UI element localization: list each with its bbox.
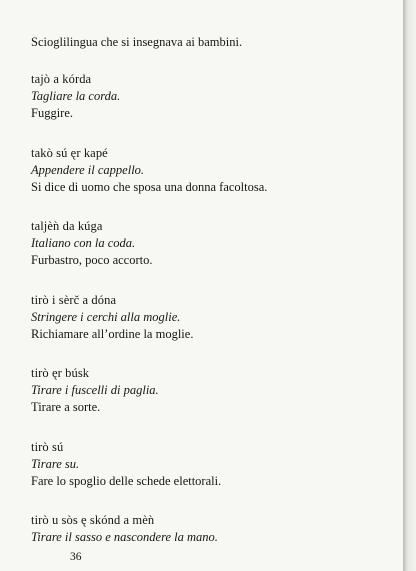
entry — [31, 218, 391, 269]
entry-translation: Tirare su. — [31, 456, 80, 471]
entry-term: tirò ęr búsk — [31, 366, 90, 380]
page-number: 36 — [70, 551, 82, 563]
entry-term: tirò u sòs ę skónd a mèǹ — [31, 513, 155, 527]
entry — [31, 439, 391, 490]
page-edge — [403, 0, 416, 571]
entry-meaning: Fuggire. — [31, 106, 74, 120]
entry-term: taljèǹ da kúga — [31, 219, 103, 233]
entry-meaning: Fare lo spoglio delle schede elettorali. — [31, 473, 222, 488]
entry-translation: Tirare i fuscelli di paglia. — [31, 383, 159, 397]
entry-term: tirò i sèrč a dóna — [31, 292, 117, 307]
entry-translation: Italiano con la coda. — [31, 236, 136, 250]
entry-term: tirò sú — [31, 439, 64, 454]
entry — [31, 292, 391, 343]
entry-term: takò sú ęr kapé — [31, 145, 108, 160]
intro-line: Scioglilingua che si insegnava ai bambini. — [31, 35, 243, 49]
entry — [31, 512, 391, 546]
entry-term: tajò a kórda — [31, 72, 92, 86]
entry-translation: Appendere il cappello. — [31, 162, 145, 177]
entry-translation: Tirare il sasso e nascondere la mano. — [31, 530, 218, 544]
entry-translation: Stringere i cerchi alla moglie. — [31, 309, 181, 324]
entry — [31, 71, 391, 122]
entry — [31, 145, 391, 196]
entry — [31, 365, 391, 416]
entry-meaning: Richiamare all’ordine la moglie. — [31, 326, 194, 341]
entry-translation: Tagliare la corda. — [31, 89, 121, 103]
entry-meaning: Furbastro, poco accorto. — [31, 253, 153, 267]
entry-meaning: Si dice di uomo che sposa una donna facoltosa. — [31, 179, 268, 194]
entry-list — [31, 71, 391, 569]
entry-meaning: Tirare a sorte. — [31, 400, 101, 414]
